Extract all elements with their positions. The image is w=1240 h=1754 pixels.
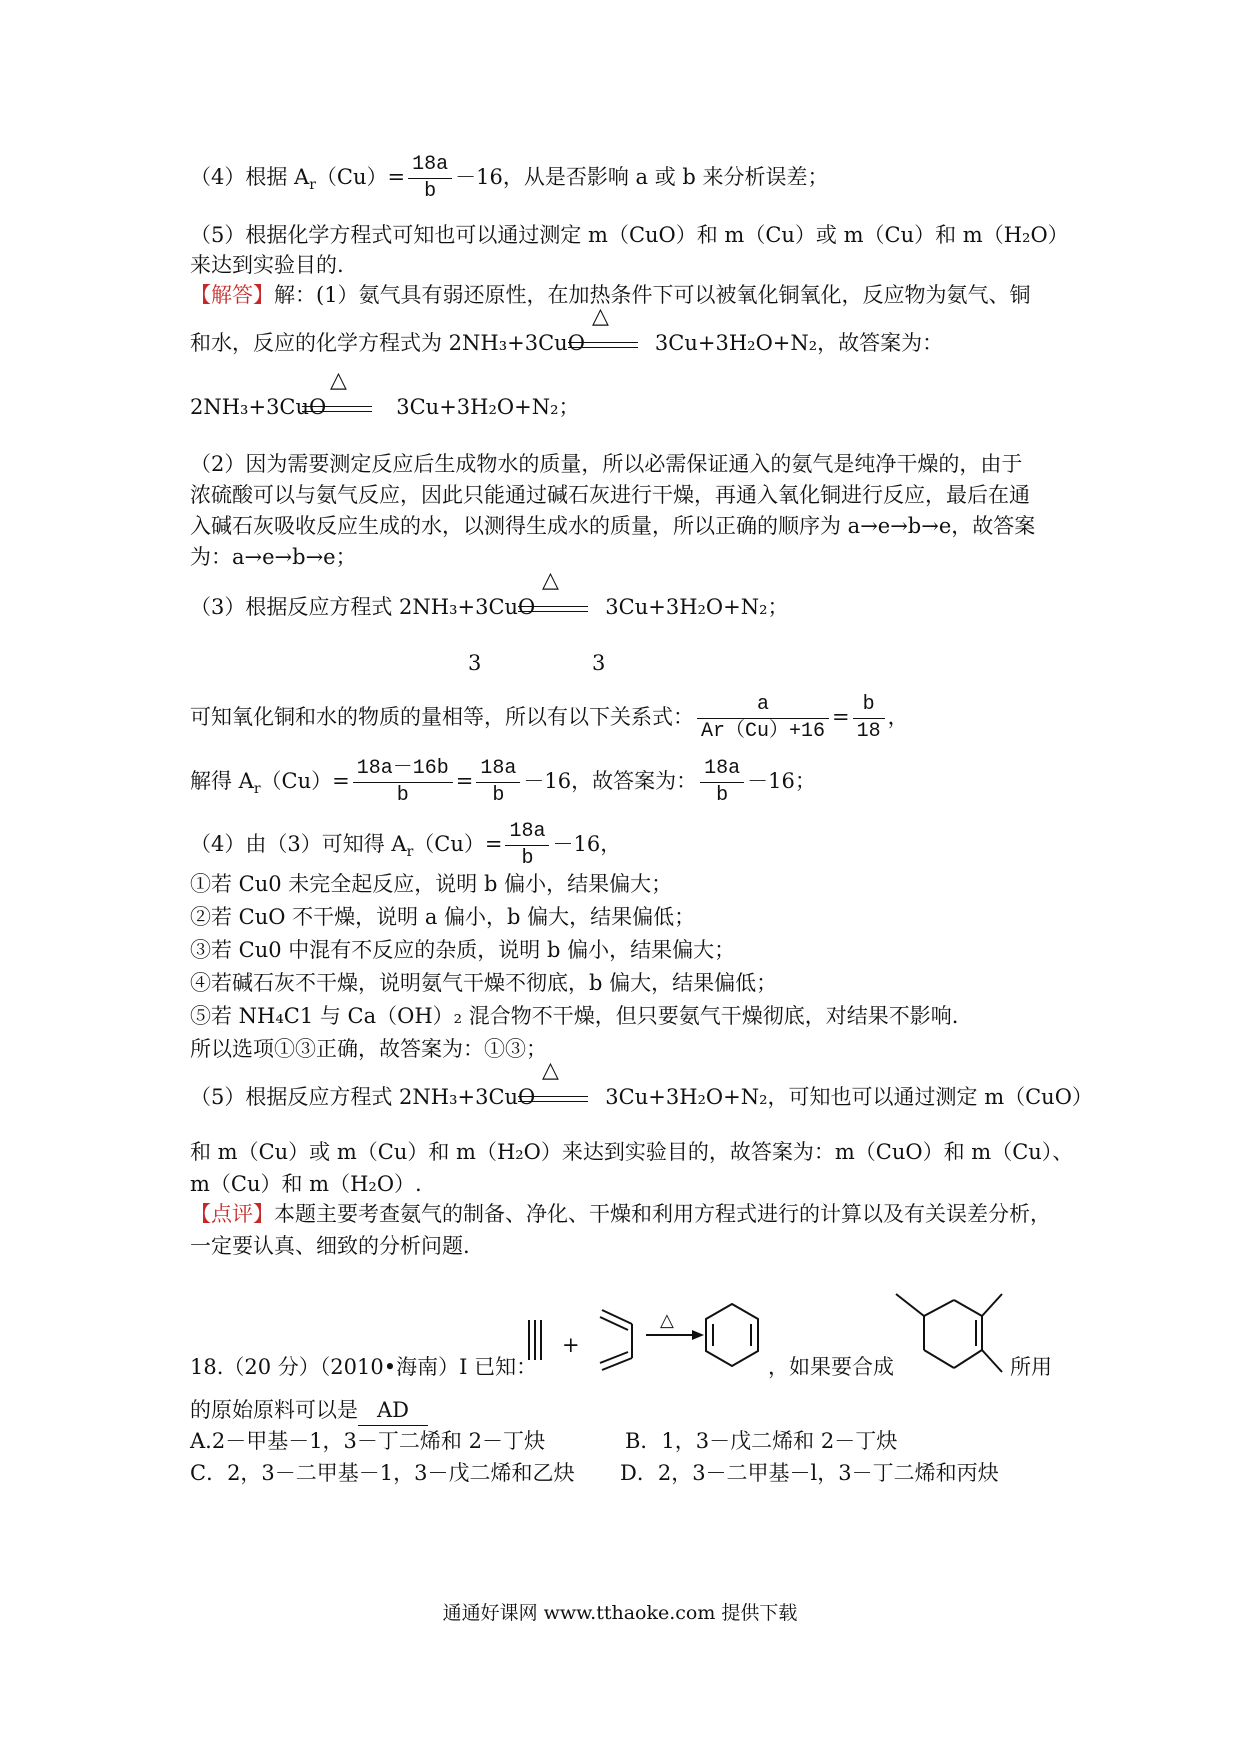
plus-sign: + bbox=[562, 1333, 580, 1357]
text: （Cu）= bbox=[260, 769, 350, 793]
denominator: b bbox=[716, 784, 729, 807]
fraction-a-over-ar bbox=[697, 693, 829, 744]
alkyne-structure bbox=[525, 1318, 545, 1362]
case-conclusion: 所以选项①③正确，故答案为：①③； bbox=[190, 1037, 547, 1061]
delta-sign: △ bbox=[660, 1310, 674, 1331]
subscript-r: r bbox=[309, 177, 316, 194]
solution-line-2b: 浓硫酸可以与氨气反应，因此只能通过碱石灰进行干燥，再通入氧化铜进行反应，最后在通 bbox=[190, 483, 1030, 507]
fraction-18a-over-b bbox=[505, 820, 549, 871]
case-3: ③若 Cu0 中混有不反应的杂质，说明 b 偏小，结果偏大； bbox=[190, 938, 736, 962]
solution-line-4 bbox=[190, 820, 621, 871]
numerator: 18a－16b bbox=[353, 757, 453, 783]
numerator: 18a bbox=[505, 820, 549, 846]
delta-sign: △ bbox=[592, 304, 609, 329]
text: 解得 A bbox=[190, 769, 254, 793]
comment-line-2: 一定要认真、细致的分析问题. bbox=[190, 1234, 470, 1258]
solution-line-1c bbox=[190, 392, 579, 422]
text: 和水，反应的化学方程式为 2NH₃+3CuO bbox=[190, 331, 585, 355]
reaction-double-line bbox=[568, 342, 638, 348]
text: －16，故答案为： bbox=[523, 769, 698, 793]
text: 3Cu+3H₂O+N₂； bbox=[605, 595, 789, 619]
case-1: ①若 Cu0 未完全起反应，说明 b 偏小，结果偏大； bbox=[190, 872, 673, 896]
delta-sign: △ bbox=[542, 1058, 559, 1083]
text: 3Cu+3H₂O+N₂，可知也可以通过测定 m（CuO） bbox=[605, 1085, 1093, 1109]
text: －16； bbox=[747, 769, 816, 793]
text: = bbox=[455, 769, 474, 793]
case-2: ②若 CuO 不干燥，说明 a 偏小，b 偏大，结果偏低； bbox=[190, 905, 696, 929]
text: （4）根据 A bbox=[190, 165, 310, 189]
text: （Cu）= bbox=[413, 832, 503, 856]
denominator: Ar（Cu）+16 bbox=[701, 720, 826, 743]
fraction-b-over-18 bbox=[853, 693, 885, 744]
question-18-line bbox=[190, 1352, 537, 1382]
case-5: ⑤若 NH₄C1 与 Ca（OH）₂ 混合物不干燥，但只要氨气干燥彻底，对结果不影响. bbox=[190, 1004, 959, 1028]
cyclohexene-product-structure bbox=[700, 1300, 764, 1372]
comment-line-1 bbox=[190, 1199, 1051, 1229]
solution-tag: 【解答】 bbox=[190, 283, 274, 307]
question-18-suffix: 所用 bbox=[1010, 1355, 1052, 1379]
text: （3）根据反应方程式 2NH₃+3CuO bbox=[190, 595, 536, 619]
denominator: 18 bbox=[856, 720, 881, 743]
fraction-18a-16b-over-b bbox=[353, 757, 453, 808]
question-18-line-b bbox=[190, 1395, 428, 1426]
text: 3Cu+3H₂O+N₂，故答案为： bbox=[654, 331, 944, 355]
text: 可知氧化铜和水的物质的量相等，所以有以下关系式： bbox=[190, 705, 694, 729]
solution-line-1b bbox=[190, 328, 943, 358]
fraction-18a-over-b bbox=[408, 153, 452, 204]
text: 18.（20 分）（2010•海南）I 已知： bbox=[190, 1355, 538, 1379]
text: 解：(1）氨气具有弱还原性，在加热条件下可以被氧化铜氧化，反应物为氨气、铜 bbox=[274, 283, 1031, 307]
solution-line-5c: m（Cu）和 m（H₂O）. bbox=[190, 1172, 422, 1196]
text: = bbox=[832, 705, 850, 729]
stoich-coef-1: 3 bbox=[468, 651, 482, 675]
text: 3Cu+3H₂O+N₂； bbox=[396, 395, 580, 419]
reaction-double-line bbox=[518, 606, 588, 612]
target-molecule-structure bbox=[888, 1288, 1008, 1388]
delta-sign: △ bbox=[330, 368, 347, 393]
reaction-arrow bbox=[646, 1328, 706, 1342]
numerator: 18a bbox=[408, 153, 452, 179]
numerator: b bbox=[853, 693, 885, 719]
case-4: ④若碱石灰不干燥，说明氨气干燥不彻底，b 偏大，结果偏低； bbox=[190, 971, 778, 995]
solution-line-3d bbox=[190, 757, 816, 808]
text: 的原始原料可以是 bbox=[190, 1398, 358, 1422]
comment-tag: 【点评】 bbox=[190, 1202, 274, 1226]
solution-line-2a: （2）因为需要测定反应后生成物水的质量，所以必需保证通入的氨气是纯净干燥的，由于 bbox=[190, 452, 1023, 476]
solution-line-1 bbox=[190, 280, 1031, 310]
analysis-line-5a: （5）根据化学方程式可知也可以通过测定 m（CuO）和 m（Cu）或 m（Cu）和 m（H₂O） bbox=[190, 223, 1069, 247]
numerator: 18a bbox=[700, 757, 744, 783]
reaction-double-line bbox=[518, 1096, 588, 1102]
text: －16，从是否影响 a 或 b 来分析误差； bbox=[455, 165, 829, 189]
analysis-line-4 bbox=[190, 153, 829, 204]
stoich-coef-2: 3 bbox=[592, 651, 606, 675]
fraction-18a-over-b bbox=[700, 757, 744, 808]
text: 2NH₃+3CuO bbox=[190, 395, 327, 419]
numerator: 18a bbox=[476, 757, 520, 783]
denominator: b bbox=[424, 180, 437, 203]
text: （5）根据反应方程式 2NH₃+3CuO bbox=[190, 1085, 536, 1109]
denominator: b bbox=[396, 784, 409, 807]
fraction-18a-over-b bbox=[476, 757, 520, 808]
text: （Cu）= bbox=[315, 165, 406, 189]
text: 本题主要考查氨气的制备、净化、干燥和利用方程式进行的计算以及有关误差分析， bbox=[274, 1202, 1051, 1226]
solution-line-3a bbox=[190, 592, 789, 622]
question-18-mid-text: ，如果要合成 bbox=[768, 1355, 894, 1379]
text: （4）由（3）可知得 A bbox=[190, 832, 407, 856]
subscript-r: r bbox=[253, 781, 261, 798]
text: ， bbox=[887, 705, 909, 729]
delta-sign: △ bbox=[542, 568, 559, 593]
denominator: b bbox=[521, 847, 534, 870]
option-b: B．1，3－戊二烯和 2－丁炔 bbox=[625, 1429, 898, 1453]
answer-blank: AD bbox=[358, 1395, 428, 1426]
solution-line-2d: 为：a→e→b→e； bbox=[190, 545, 357, 569]
option-d: D．2，3－二甲基－l，3－丁二烯和丙炔 bbox=[620, 1461, 999, 1485]
option-c: C．2，3－二甲基－1，3－戊二烯和乙炔 bbox=[190, 1461, 575, 1485]
subscript-r: r bbox=[406, 844, 414, 861]
solution-line-2c: 入碱石灰吸收反应生成的水，以测得生成水的质量，所以正确的顺序为 a→e→b→e，故答案 bbox=[190, 514, 1036, 538]
reaction-double-line bbox=[302, 406, 372, 412]
text: －16， bbox=[552, 832, 622, 856]
page-footer: 通通好课网 www.tthaoke.com 提供下载 bbox=[442, 1602, 798, 1624]
solution-line-5b: 和 m（Cu）或 m（Cu）和 m（H₂O）来达到实验目的，故答案为：m（CuO）和 m（Cu）、 bbox=[190, 1140, 1074, 1164]
denominator: b bbox=[492, 784, 505, 807]
analysis-line-5b: 来达到实验目的. bbox=[190, 253, 344, 277]
solution-line-3c bbox=[190, 693, 909, 744]
solution-line-5a bbox=[190, 1082, 1093, 1112]
butadiene-structure bbox=[598, 1306, 638, 1374]
option-a: A.2－甲基－1，3－丁二烯和 2－丁炔 bbox=[190, 1429, 545, 1453]
numerator: a bbox=[697, 693, 829, 719]
